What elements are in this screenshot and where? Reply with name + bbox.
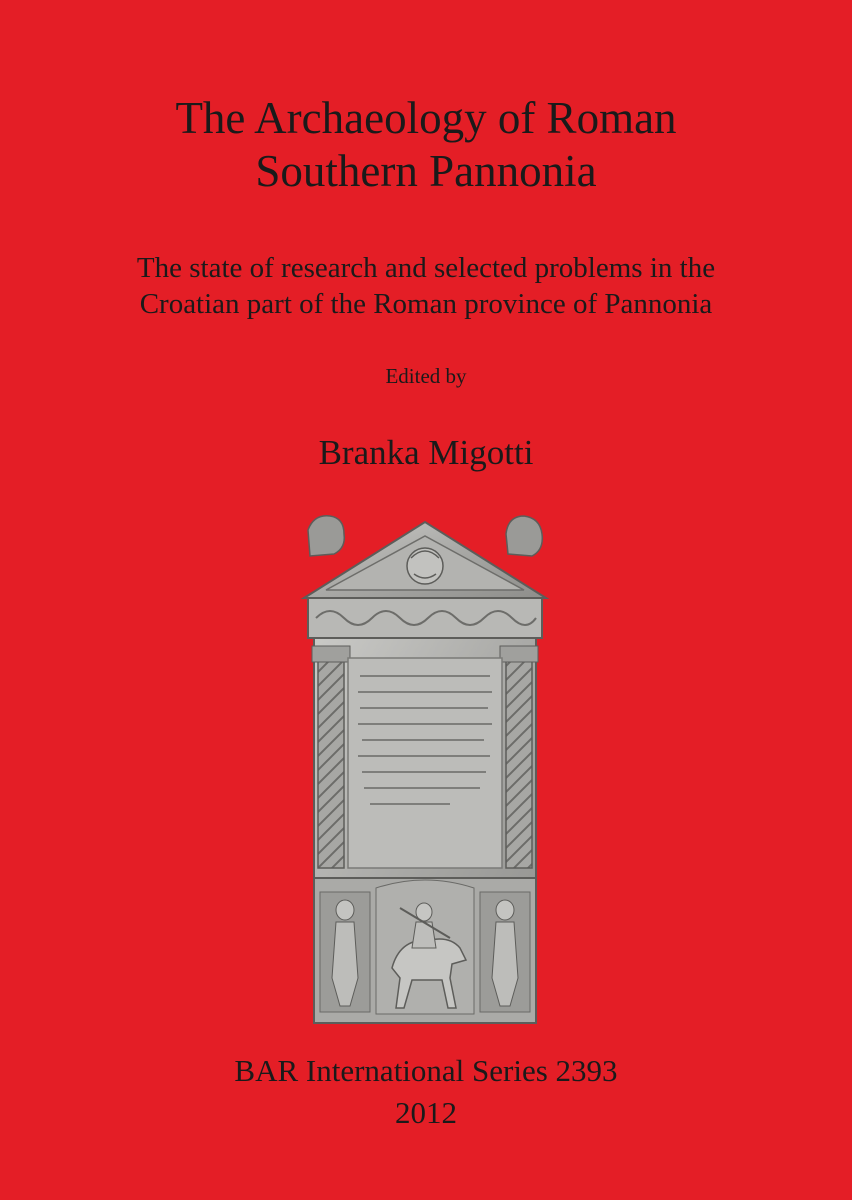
- edited-by-label: Edited by: [385, 364, 467, 388]
- book-title: [0, 92, 852, 198]
- book-subtitle: [0, 250, 852, 322]
- book-title-line-1: The Archaeology of Roman: [175, 93, 677, 143]
- book-subtitle-line-2: Croatian part of the Roman province of Pannonia: [139, 288, 713, 320]
- book-title-line-2: Southern Pannonia: [255, 146, 597, 196]
- publication-year: 2012: [395, 1095, 457, 1130]
- roman-stele-image: [300, 508, 550, 1028]
- series-label: BAR International Series 2393: [234, 1053, 618, 1088]
- editor-name: Branka Migotti: [318, 433, 534, 472]
- book-subtitle-line-1: The state of research and selected problems in the: [136, 252, 716, 284]
